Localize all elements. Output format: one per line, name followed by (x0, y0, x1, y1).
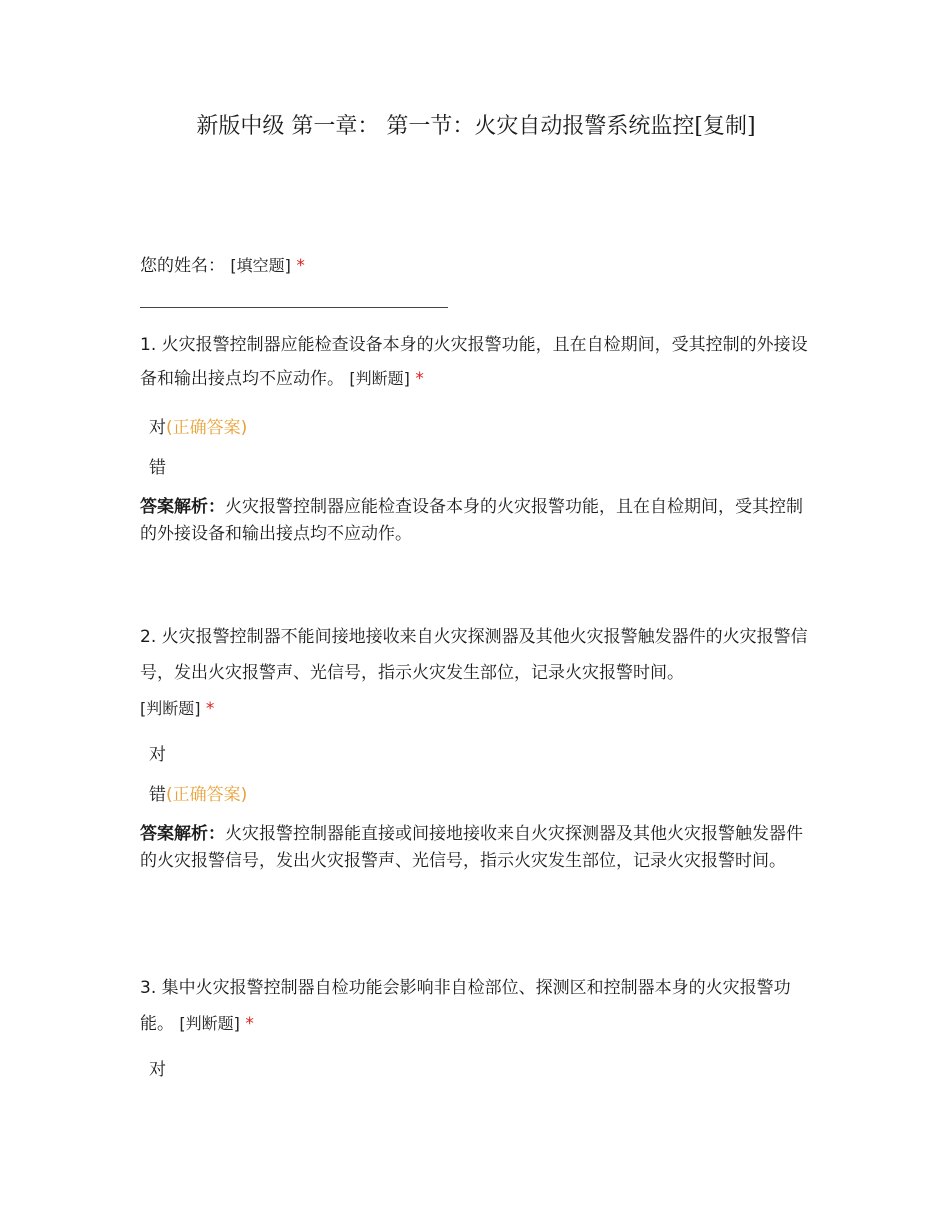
answer-analysis (140, 821, 812, 875)
question-text (140, 329, 812, 396)
question-type: [判断题] (179, 1014, 240, 1033)
question-1 (140, 329, 812, 396)
option-true[interactable] (149, 1057, 166, 1083)
question-text (140, 619, 812, 727)
required-mark: * (415, 369, 424, 389)
option-label: 对 (149, 745, 166, 765)
question-type: [填空题] (230, 256, 291, 275)
analysis-text: 火灾报警控制器应能检查设备本身的火灾报警功能，且在自检期间，受其控制的外接设备和输出接点均不应动作。 (140, 497, 803, 544)
option-label: 对 (149, 1060, 166, 1080)
name-question-text (140, 249, 812, 283)
question-2 (140, 619, 812, 727)
required-mark: * (205, 699, 215, 719)
required-mark: * (245, 1014, 254, 1034)
question-text (140, 970, 812, 1042)
option-true[interactable] (149, 415, 247, 441)
analysis-label: 答案解析： (140, 824, 225, 844)
question-3 (140, 970, 812, 1042)
correct-answer-tag: (正确答案) (166, 418, 248, 438)
page-title: 新版中级 第一章： 第一节：火灾自动报警系统监控[复制] (196, 114, 756, 139)
question-type: [判断题] (349, 369, 410, 388)
question-stem: 1. 火灾报警控制器应能检查设备本身的火灾报警功能，且在自检期间，受其控制的外接设备和输出接点均不应动作。 (140, 335, 808, 389)
question-stem: 2. 火灾报警控制器不能间接地接收来自火灾探测器及其他火灾报警触发器件的火灾报警信号，发出火灾报警声、光信号，指示火灾发生部位，记录火灾报警时间。 (140, 627, 808, 683)
name-answer-line[interactable] (140, 307, 448, 308)
name-label: 您的姓名： (140, 256, 225, 276)
question-stem: 3. 集中火灾报警控制器自检功能会影响非自检部位、探测区和控制器本身的火灾报警功能。 (140, 978, 791, 1034)
analysis-text: 火灾报警控制器能直接或间接地接收来自火灾探测器及其他火灾报警触发器件的火灾报警信号，发出火灾报警声、光信号，指示火灾发生部位，记录火灾报警时间。 (140, 824, 803, 871)
required-mark: * (296, 256, 305, 276)
correct-answer-tag: (正确答案) (166, 785, 248, 805)
option-false[interactable] (149, 455, 166, 481)
option-label: 对 (149, 418, 166, 438)
question-type: [判断题] (140, 699, 201, 718)
option-label: 错 (149, 458, 166, 478)
option-false[interactable] (149, 782, 247, 808)
option-label: 错 (149, 785, 166, 805)
name-question (140, 249, 812, 283)
analysis-label: 答案解析： (140, 497, 225, 517)
answer-analysis (140, 494, 812, 548)
option-true[interactable] (149, 742, 166, 768)
